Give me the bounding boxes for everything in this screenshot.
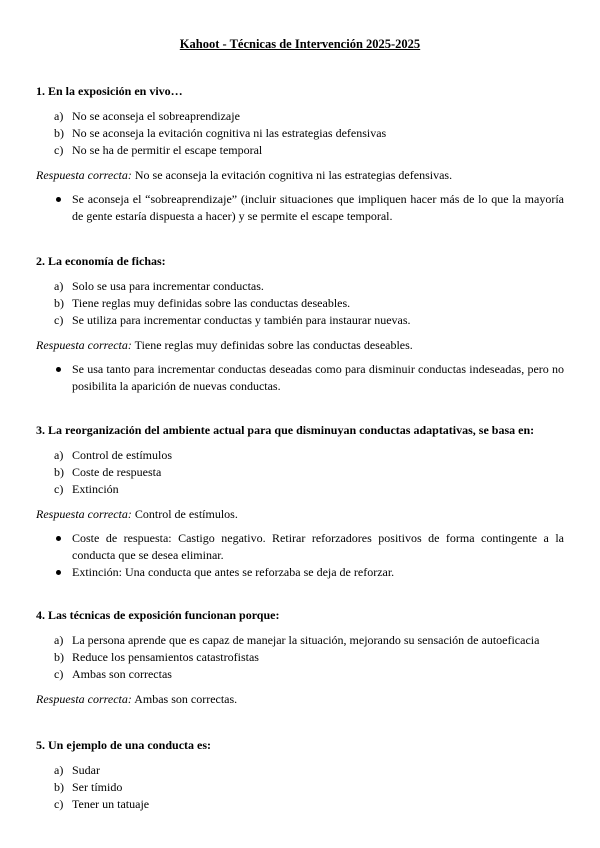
option-a — [36, 632, 564, 649]
answer-text: Ambas son correctas. — [134, 692, 238, 706]
option-a — [36, 278, 564, 295]
options-list — [36, 762, 564, 813]
bullet-icon — [56, 536, 61, 541]
option-text: La persona aprende que es capaz de manejar la situación, mejorando su sensación de autoeficacia — [72, 633, 540, 647]
answer-label: Respuesta correcta: — [36, 507, 132, 521]
answer-label: Respuesta correcta: — [36, 338, 132, 352]
option-text: Sudar — [72, 763, 100, 777]
options-list — [36, 278, 564, 329]
correct-answer — [36, 167, 564, 183]
option-letter: a) — [54, 763, 64, 777]
option-letter: b) — [54, 465, 64, 479]
correct-answer — [36, 337, 564, 353]
option-letter: a) — [54, 109, 64, 123]
options-list — [36, 108, 564, 159]
option-a — [36, 447, 564, 464]
option-text: No se ha de permitir el escape temporal — [72, 143, 263, 157]
note-item — [36, 361, 564, 395]
option-c — [36, 796, 564, 813]
notes-list — [36, 361, 564, 395]
notes-list — [36, 530, 564, 581]
option-text: Ambas son correctas — [72, 667, 172, 681]
note-item — [36, 530, 564, 564]
question-1 — [36, 83, 564, 225]
option-letter: a) — [54, 448, 64, 462]
option-text: Tener un tatuaje — [72, 797, 150, 811]
option-letter: a) — [54, 633, 64, 647]
option-b — [36, 125, 564, 142]
question-title: 4. Las técnicas de exposición funcionan porque: — [36, 608, 280, 622]
option-text: No se aconseja el sobreaprendizaje — [72, 109, 240, 123]
option-letter: b) — [54, 780, 64, 794]
note-text: Se usa tanto para incrementar conductas deseadas como para disminuir conductas indeseadas, pero no posibilita la aparición de nuevas conductas. — [72, 362, 564, 393]
question-3 — [36, 422, 564, 581]
answer-text: Tiene reglas muy definidas sobre las conductas deseables. — [134, 338, 413, 352]
option-c — [36, 142, 564, 159]
option-b — [36, 779, 564, 796]
option-text: Extinción — [72, 482, 119, 496]
option-c — [36, 481, 564, 498]
bullet-icon — [56, 367, 61, 372]
option-text: Tiene reglas muy definidas sobre las conductas deseables. — [72, 296, 351, 310]
option-b — [36, 295, 564, 312]
option-letter: a) — [54, 279, 64, 293]
bullet-icon — [56, 570, 61, 575]
option-a — [36, 762, 564, 779]
option-text: Ser tímido — [72, 780, 123, 794]
correct-answer — [36, 691, 564, 707]
correct-answer — [36, 506, 564, 522]
answer-text: No se aconseja la evitación cognitiva ni las estrategias defensivas. — [134, 168, 453, 182]
bullet-icon — [56, 197, 61, 202]
options-list — [36, 632, 564, 683]
option-letter: b) — [54, 650, 64, 664]
option-text: Coste de respuesta — [72, 465, 162, 479]
option-c — [36, 312, 564, 329]
question-title: 5. Un ejemplo de una conducta es: — [36, 738, 212, 752]
option-text: Solo se usa para incrementar conductas. — [72, 279, 264, 293]
options-list — [36, 447, 564, 498]
question-title: 2. La economía de fichas: — [36, 254, 166, 268]
question-5 — [36, 737, 564, 813]
note-item — [36, 564, 564, 581]
note-text: Se aconseja el “sobreaprendizaje” (incluir situaciones que impliquen hacer más de lo que la mayoría de gente estaría dispuesta a hacer) y se permite el escape temporal. — [72, 192, 564, 223]
option-letter: c) — [54, 667, 64, 681]
note-text: Extinción: Una conducta que antes se reforzaba se deja de reforzar. — [72, 565, 395, 579]
option-text: Reduce los pensamientos catastrofistas — [72, 650, 259, 664]
answer-label: Respuesta correcta: — [36, 168, 132, 182]
option-letter: c) — [54, 313, 64, 327]
option-a — [36, 108, 564, 125]
option-b — [36, 464, 564, 481]
option-letter: b) — [54, 296, 64, 310]
option-c — [36, 666, 564, 683]
document-title: Kahoot - Técnicas de Intervención 2025-2025 — [179, 37, 421, 51]
note-item — [36, 191, 564, 225]
option-text: Control de estímulos — [72, 448, 172, 462]
question-title: 1. En la exposición en vivo… — [36, 84, 183, 98]
option-b — [36, 649, 564, 666]
option-text: Se utiliza para incrementar conductas y también para instaurar nuevas. — [72, 313, 411, 327]
option-letter: c) — [54, 482, 64, 496]
option-text: No se aconseja la evitación cognitiva ni las estrategias defensivas — [72, 126, 387, 140]
note-text: Coste de respuesta: Castigo negativo. Retirar reforzadores positivos de forma contingente a la conducta que se desea eliminar. — [72, 531, 564, 562]
option-letter: c) — [54, 797, 64, 811]
question-title: 3. La reorganización del ambiente actual para que disminuyan conductas adaptativas, se basa en: — [36, 423, 535, 437]
answer-label: Respuesta correcta: — [36, 692, 132, 706]
question-4 — [36, 607, 564, 707]
question-2 — [36, 253, 564, 395]
answer-text: Control de estímulos. — [134, 507, 238, 521]
option-letter: c) — [54, 143, 64, 157]
option-letter: b) — [54, 126, 64, 140]
notes-list — [36, 191, 564, 225]
